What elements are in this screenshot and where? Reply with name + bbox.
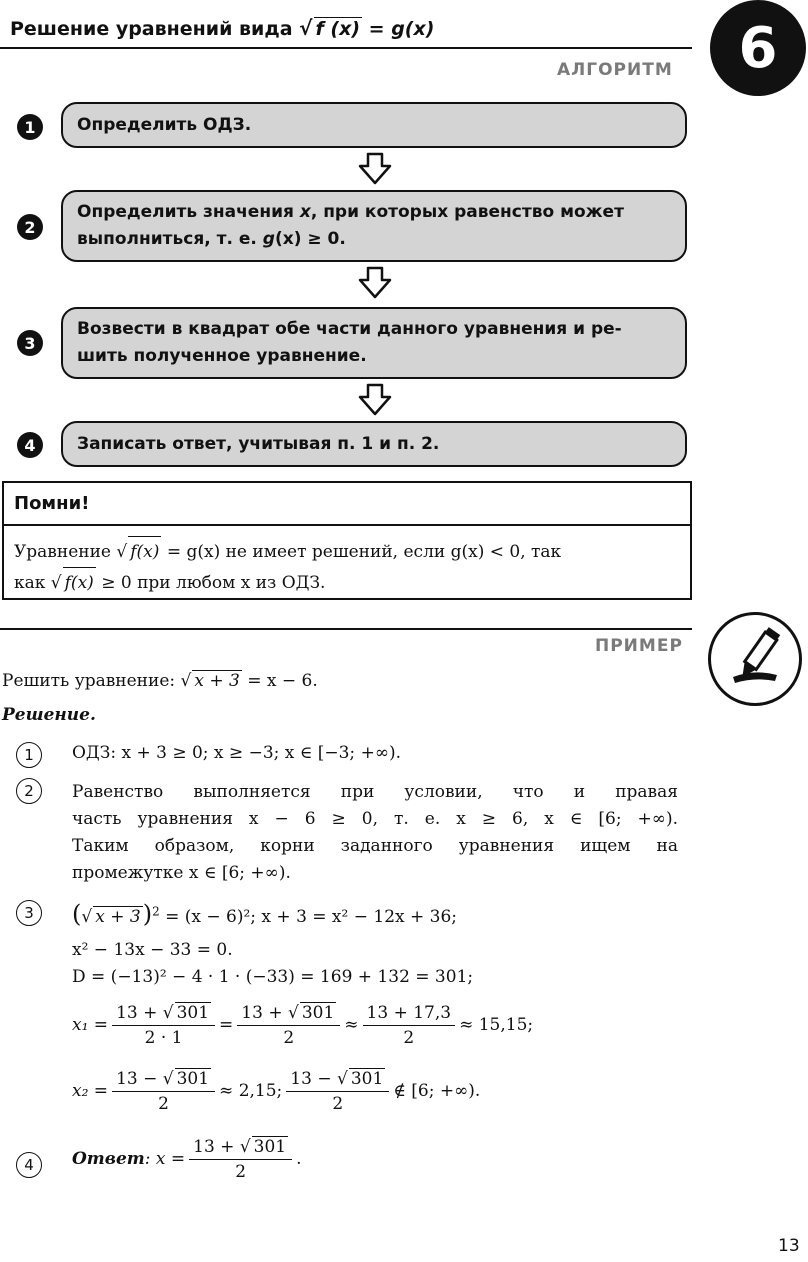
- solution-step-3-line-2: x² − 13x − 33 = 0.: [72, 940, 233, 960]
- step-marker-4: 4: [17, 432, 43, 458]
- solution-step-1: ОДЗ: x + 3 ≥ 0; x ≥ −3; x ∈ [−3; +∞).: [72, 743, 402, 763]
- down-arrow-icon: [358, 383, 392, 417]
- step-1-text: Определить ОДЗ.: [77, 114, 252, 135]
- algorithm-step-3: Возвести в квадрат обе части данного уравнения и ре- шить полученное уравнение.: [61, 307, 687, 379]
- remember-box: [2, 481, 692, 600]
- remember-heading: Помни!: [4, 483, 690, 526]
- task-statement: Решить уравнение: √ x + 3 = x − 6.: [2, 671, 318, 691]
- page-title: Решение уравнений вида √ f (x) = g(x): [10, 16, 435, 40]
- solution-step-3-line-3: D = (−13)² − 4 · 1 · (−33) = 169 + 132 = 301;: [72, 967, 474, 987]
- chapter-number-badge: 6: [710, 0, 806, 96]
- solution-step-marker-4: 4: [16, 1152, 42, 1178]
- pencil-icon: [708, 612, 802, 706]
- step-marker-1: 1: [17, 114, 43, 140]
- solution-step-marker-2: 2: [16, 778, 42, 804]
- algorithm-step-4: [61, 421, 687, 467]
- down-arrow-icon: [358, 266, 392, 300]
- solution-label: Решение.: [2, 705, 96, 725]
- remember-text: Уравнение √ f(x) = g(x) не имеет решений, если g(x) < 0, так как √ f(x) ≥ 0 при любом x из ОДЗ.: [4, 526, 690, 598]
- step-4-text: Записать ответ, учитывая п. 1 и п. 2.: [77, 433, 440, 454]
- algorithm-step-1: [61, 102, 687, 148]
- algorithm-section-label: АЛГОРИТМ: [557, 60, 673, 80]
- step-marker-2: 2: [17, 214, 43, 240]
- root-x2-formula: x₂ = $\frac{13 - √ 301}{2}$ ≈ 2,15; $\frac{13 - √ 301}{2}$ ∉ [6; +∞).: [72, 1069, 481, 1114]
- example-rule: [0, 628, 692, 630]
- root-x1-formula: x₁ = $\frac{13 + √ 301}{2 \cdot 1}$ = $\frac{13 + √ 301}{2}$ ≈ $\frac{13 + 17,3}{2}$ ≈ 15,15;: [72, 1002, 534, 1048]
- solution-step-2: Равенство выполняется при условии, что и правая часть уравнения x − 6 ≥ 0, т. е. x ≥ 6, x ∈ [6; +∞). Таким образом, корни заданного уравнения ищем на промежутке x ∈ [6; +∞).: [72, 782, 678, 883]
- solution-step-marker-1: 1: [16, 742, 42, 768]
- example-section-label: ПРИМЕР: [595, 636, 683, 656]
- algorithm-step-2: Определить значения x, при которых равенство может выполниться, т. е. g(x) ≥ 0.: [61, 190, 687, 262]
- step-marker-3: 3: [17, 330, 43, 356]
- page-number: 13: [778, 1236, 800, 1256]
- title-rule: [0, 47, 692, 49]
- solution-step-marker-3: 3: [16, 900, 42, 926]
- answer-formula: Ответ : x = $\frac{13 + √ 301}{2}$ .: [72, 1137, 302, 1182]
- down-arrow-icon: [358, 152, 392, 186]
- solution-step-3-line-1: (√ x + 3)$^2$ = (x − 6)²; x + 3 = x² − 12x + 36;: [72, 900, 458, 928]
